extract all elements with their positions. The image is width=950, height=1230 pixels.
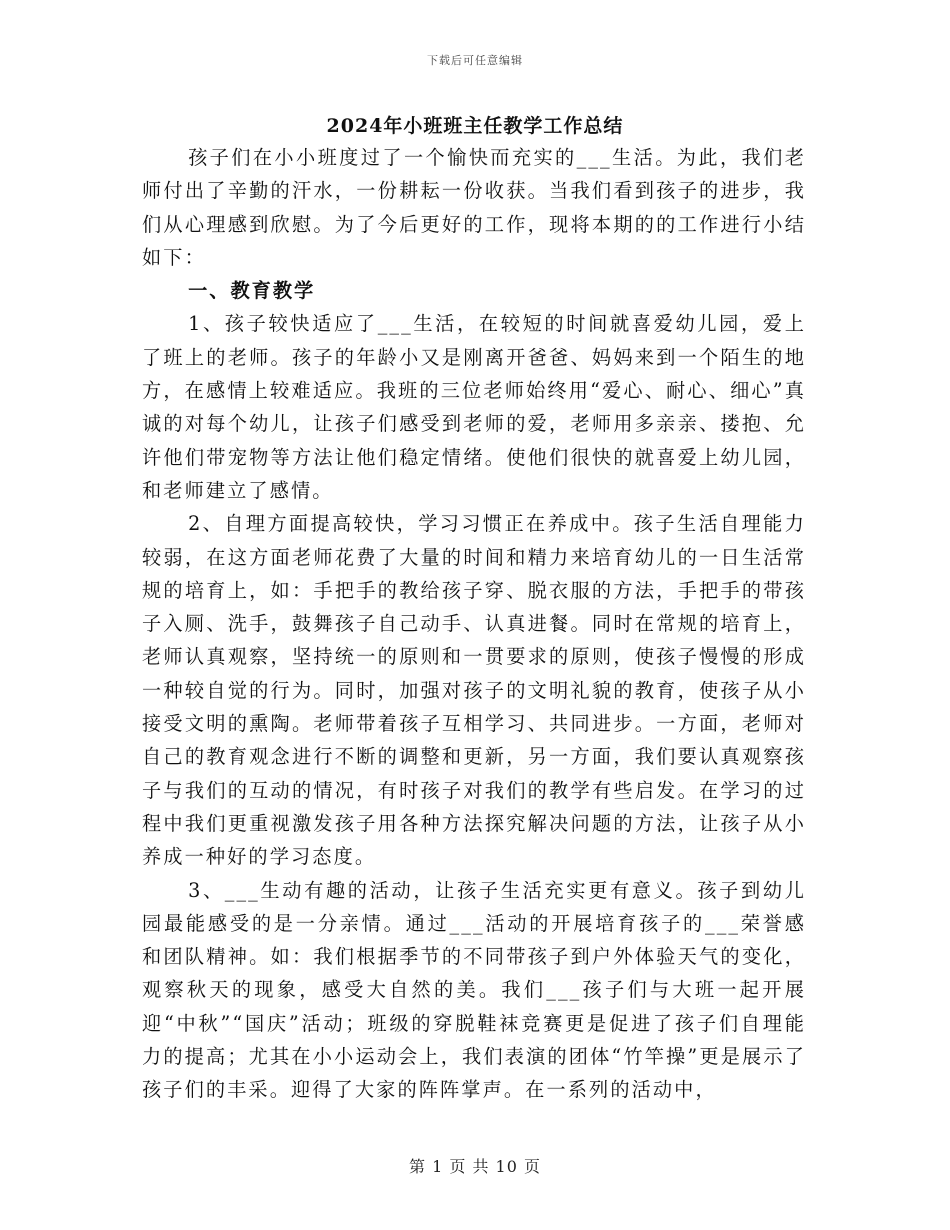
paragraph-1: 1、孩子较快适应了___生活，在较短的时间就喜爱幼儿园，爱上了班上的老师。孩子的年龄小又是刚离开爸爸、妈妈来到一个陌生的地方，在感情上较难适应。我班的三位老师始终用“爱心、耐心、细心”真诚的对每个幼儿，让孩子们感受到老师的爱，老师用多亲亲、搂抱、允许他们带宠物等方法让他们稳定情绪。使他们很快的就喜爱上幼儿园，和老师建立了感情。 [142,312,806,502]
paragraph-2: 2、自理方面提高较快，学习习惯正在养成中。孩子生活自理能力较弱，在这方面老师花费了大量的时间和精力来培育幼儿的一日生活常规的培育上，如：手把手的教给孩子穿、脱衣服的方法，手把手的带孩子入厕、洗手，鼓舞孩子自己动手、认真进餐。同时在常规的培育上，老师认真观察，坚持统一的原则和一贯要求的原则，使孩子慢慢的形成一种较自觉的行为。同时，加强对孩子的文明礼貌的教育，使孩子从小接受文明的熏陶。老师带着孩子互相学习、共同进步。一方面，老师对自己的教育观念进行不断的调整和更新，另一方面，我们要认真观察孩子与我们的互动的情况，有时孩子对我们的教学有些启发。在学习的过程中我们更重视激发孩子用各种方法探究解决问题的方法，让孩子从小养成一种好的学习态度。 [142,512,806,869]
intro-paragraph: 孩子们在小小班度过了一个愉快而充实的___生活。为此，我们老师付出了辛勤的汗水，一份耕耘一份收获。当我们看到孩子的进步，我们从心理感到欣慰。为了今后更好的工作，现将本期的的工作进行小结如下： [142,146,806,269]
paragraph-3: 3、___生动有趣的活动，让孩子生活充实更有意义。孩子到幼儿园最能感受的是一分亲情。通过___活动的开展培育孩子的___荣誉感和团队精神。如：我们根据季节的不同带孩子到户外体验天气的变化，观察秋天的现象，感受大自然的美。我们___孩子们与大班一起开展迎“中秋”“国庆”活动；班级的穿脱鞋袜竞赛更是促进了孩子们自理能力的提高；尤其在小小运动会上，我们表演的团体“竹竿操”更是展示了孩子们的丰采。迎得了大家的阵阵掌声。在一系列的活动中， [142,878,806,1102]
header-note: 下载后可任意编辑 [427,54,523,67]
page-title: 2024年小班班主任教学工作总结 [326,115,624,137]
document-body [142,141,806,1107]
section-heading-education: 一、教育教学 [188,279,316,303]
page-number: 第 1 页 共 10 页 [409,1157,541,1176]
